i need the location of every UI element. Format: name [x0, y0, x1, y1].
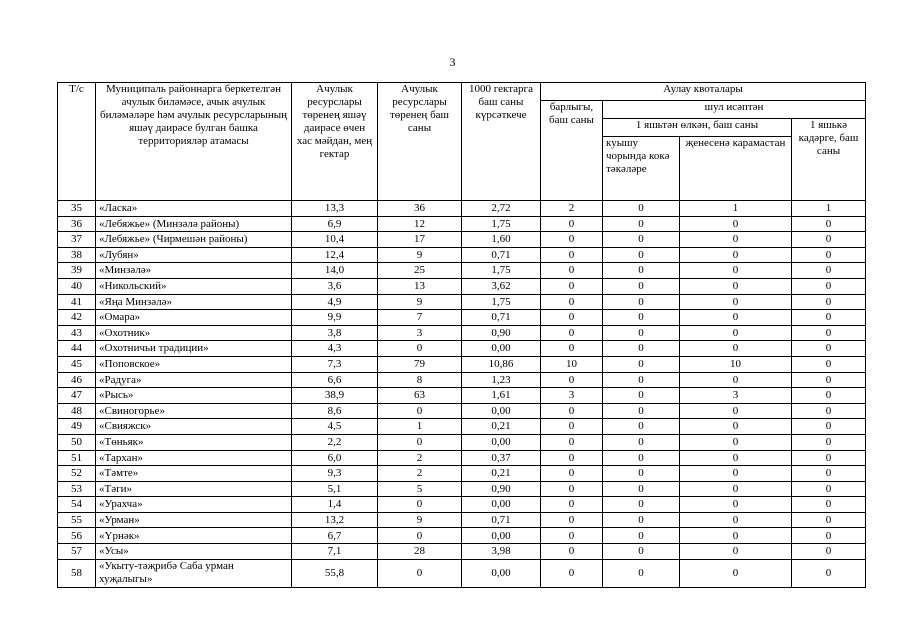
cell-habitat-area: 3,8 [292, 325, 378, 341]
cell-quota-total: 0 [541, 450, 603, 466]
cell-habitat-area: 7,1 [292, 544, 378, 560]
cell-quota-total: 0 [541, 232, 603, 248]
cell-population: 0 [378, 341, 462, 357]
cell-quota-young: 0 [792, 372, 866, 388]
header-quota-total: барлыгы, баш саны [541, 101, 603, 201]
cell-quota-adult-any-sex: 0 [680, 278, 792, 294]
cell-population: 0 [378, 434, 462, 450]
cell-density: 10,86 [462, 356, 541, 372]
cell-territory-name: «Минзәлә» [96, 263, 292, 279]
cell-territory-name: «Омара» [96, 310, 292, 326]
header-adult: 1 яшьтән өлкән, баш саны [603, 119, 792, 137]
cell-quota-adult-male: 0 [603, 434, 680, 450]
cell-habitat-area: 6,7 [292, 528, 378, 544]
cell-quota-total: 0 [541, 481, 603, 497]
cell-territory-name: «Тархан» [96, 450, 292, 466]
cell-quota-adult-male: 0 [603, 466, 680, 482]
table-row [58, 325, 866, 341]
cell-quota-young: 0 [792, 263, 866, 279]
table-row [58, 201, 866, 217]
cell-quota-adult-any-sex: 0 [680, 310, 792, 326]
cell-number: 37 [58, 232, 96, 248]
cell-quota-adult-male: 0 [603, 310, 680, 326]
cell-density: 0,37 [462, 450, 541, 466]
cell-quota-total: 0 [541, 403, 603, 419]
table-row [58, 247, 866, 263]
table-row [58, 294, 866, 310]
cell-quota-young: 0 [792, 481, 866, 497]
table-row [58, 559, 866, 587]
cell-habitat-area: 13,3 [292, 201, 378, 217]
cell-quota-adult-male: 0 [603, 294, 680, 310]
cell-quota-young: 0 [792, 528, 866, 544]
cell-habitat-area: 4,9 [292, 294, 378, 310]
cell-quota-adult-any-sex: 10 [680, 356, 792, 372]
cell-density: 0,00 [462, 497, 541, 513]
cell-quota-adult-male: 0 [603, 497, 680, 513]
cell-territory-name: «Усы» [96, 544, 292, 560]
cell-quota-adult-any-sex: 0 [680, 263, 792, 279]
cell-quota-total: 0 [541, 263, 603, 279]
cell-territory-name: «Төньяк» [96, 434, 292, 450]
cell-population: 2 [378, 450, 462, 466]
cell-territory-name: «Урман» [96, 512, 292, 528]
cell-population: 13 [378, 278, 462, 294]
cell-number: 50 [58, 434, 96, 450]
cell-quota-adult-any-sex: 0 [680, 341, 792, 357]
cell-habitat-area: 1,4 [292, 497, 378, 513]
table-row [58, 497, 866, 513]
cell-quota-adult-male: 0 [603, 247, 680, 263]
cell-quota-adult-male: 0 [603, 201, 680, 217]
cell-number: 58 [58, 559, 96, 587]
cell-habitat-area: 6,9 [292, 216, 378, 232]
cell-density: 1,60 [462, 232, 541, 248]
cell-quota-adult-any-sex: 0 [680, 528, 792, 544]
cell-quota-young: 1 [792, 201, 866, 217]
hunting-quota-table [57, 82, 866, 588]
cell-number: 39 [58, 263, 96, 279]
cell-quota-adult-male: 0 [603, 450, 680, 466]
table-row [58, 372, 866, 388]
page-number: 3 [449, 55, 456, 69]
cell-population: 25 [378, 263, 462, 279]
cell-density: 0,90 [462, 481, 541, 497]
cell-quota-young: 0 [792, 388, 866, 404]
cell-quota-total: 0 [541, 310, 603, 326]
cell-population: 5 [378, 481, 462, 497]
cell-number: 55 [58, 512, 96, 528]
cell-number: 35 [58, 201, 96, 217]
cell-quota-total: 10 [541, 356, 603, 372]
cell-quota-adult-any-sex: 1 [680, 201, 792, 217]
cell-population: 79 [378, 356, 462, 372]
cell-quota-young: 0 [792, 325, 866, 341]
cell-quota-young: 0 [792, 232, 866, 248]
cell-quota-young: 0 [792, 559, 866, 587]
table-row [58, 528, 866, 544]
cell-habitat-area: 9,9 [292, 310, 378, 326]
cell-territory-name: «Свиногорье» [96, 403, 292, 419]
cell-habitat-area: 2,2 [292, 434, 378, 450]
cell-territory-name: «Никольский» [96, 278, 292, 294]
cell-population: 9 [378, 294, 462, 310]
cell-quota-total: 0 [541, 544, 603, 560]
cell-population: 8 [378, 372, 462, 388]
cell-territory-name: «Укыту-тәҗрибә Саба урман хуҗалыгы» [96, 559, 292, 587]
cell-population: 63 [378, 388, 462, 404]
cell-quota-total: 0 [541, 278, 603, 294]
cell-quota-total: 0 [541, 528, 603, 544]
cell-number: 52 [58, 466, 96, 482]
cell-territory-name: «Лебяжье» (Чирмешән районы) [96, 232, 292, 248]
cell-quota-total: 0 [541, 497, 603, 513]
cell-population: 0 [378, 497, 462, 513]
cell-quota-adult-any-sex: 0 [680, 512, 792, 528]
table-row [58, 512, 866, 528]
cell-density: 0,21 [462, 466, 541, 482]
cell-quota-young: 0 [792, 434, 866, 450]
cell-quota-adult-male: 0 [603, 403, 680, 419]
cell-quota-adult-male: 0 [603, 263, 680, 279]
cell-population: 36 [378, 201, 462, 217]
cell-population: 3 [378, 325, 462, 341]
cell-density: 0,71 [462, 247, 541, 263]
cell-density: 0,00 [462, 559, 541, 587]
cell-habitat-area: 13,2 [292, 512, 378, 528]
cell-quota-adult-male: 0 [603, 372, 680, 388]
cell-quota-adult-any-sex: 0 [680, 497, 792, 513]
cell-number: 40 [58, 278, 96, 294]
cell-quota-young: 0 [792, 403, 866, 419]
cell-territory-name: «Урахча» [96, 497, 292, 513]
cell-population: 2 [378, 466, 462, 482]
cell-population: 0 [378, 528, 462, 544]
cell-density: 3,98 [462, 544, 541, 560]
cell-population: 9 [378, 247, 462, 263]
cell-habitat-area: 5,1 [292, 481, 378, 497]
header-number: Т/с [58, 83, 96, 201]
cell-habitat-area: 8,6 [292, 403, 378, 419]
cell-quota-adult-male: 0 [603, 512, 680, 528]
cell-number: 38 [58, 247, 96, 263]
cell-quota-adult-male: 0 [603, 341, 680, 357]
cell-density: 0,21 [462, 419, 541, 435]
cell-quota-adult-any-sex: 3 [680, 388, 792, 404]
cell-quota-adult-any-sex: 0 [680, 419, 792, 435]
header-quotas: Аулау квоталары [541, 83, 866, 101]
cell-habitat-area: 9,3 [292, 466, 378, 482]
cell-quota-total: 0 [541, 247, 603, 263]
cell-territory-name: «Поповское» [96, 356, 292, 372]
cell-quota-total: 2 [541, 201, 603, 217]
cell-density: 1,61 [462, 388, 541, 404]
cell-quota-adult-any-sex: 0 [680, 294, 792, 310]
cell-territory-name: «Тәги» [96, 481, 292, 497]
table-body [58, 201, 866, 588]
cell-population: 0 [378, 403, 462, 419]
header-young: 1 яшькә кадәрге, баш саны [792, 119, 866, 201]
cell-quota-adult-any-sex: 0 [680, 450, 792, 466]
table-row [58, 450, 866, 466]
table-row [58, 434, 866, 450]
cell-quota-total: 0 [541, 419, 603, 435]
cell-quota-adult-male: 0 [603, 419, 680, 435]
cell-territory-name: «Лубян» [96, 247, 292, 263]
cell-quota-adult-male: 0 [603, 325, 680, 341]
cell-quota-young: 0 [792, 278, 866, 294]
header-density: 1000 гектарга баш саны күрсәткече [462, 83, 541, 201]
cell-territory-name: «Охотник» [96, 325, 292, 341]
cell-quota-adult-any-sex: 0 [680, 481, 792, 497]
table-row [58, 388, 866, 404]
cell-quota-adult-any-sex: 0 [680, 247, 792, 263]
cell-quota-adult-any-sex: 0 [680, 216, 792, 232]
cell-quota-total: 0 [541, 466, 603, 482]
cell-quota-total: 0 [541, 341, 603, 357]
table-row [58, 356, 866, 372]
cell-quota-total: 0 [541, 372, 603, 388]
cell-number: 45 [58, 356, 96, 372]
cell-territory-name: «Свияжск» [96, 419, 292, 435]
cell-population: 9 [378, 512, 462, 528]
cell-number: 49 [58, 419, 96, 435]
cell-habitat-area: 14,0 [292, 263, 378, 279]
cell-quota-adult-any-sex: 0 [680, 434, 792, 450]
table-row [58, 263, 866, 279]
cell-number: 41 [58, 294, 96, 310]
cell-quota-adult-male: 0 [603, 544, 680, 560]
cell-habitat-area: 10,4 [292, 232, 378, 248]
cell-quota-adult-male: 0 [603, 559, 680, 587]
cell-quota-adult-any-sex: 0 [680, 559, 792, 587]
cell-quota-young: 0 [792, 216, 866, 232]
cell-quota-young: 0 [792, 512, 866, 528]
cell-number: 48 [58, 403, 96, 419]
header-habitat-area: Ачулык ресурслары төренең яшәү даирәсе өчен хас мәйдан, мең гектар [292, 83, 378, 201]
cell-quota-young: 0 [792, 247, 866, 263]
cell-number: 57 [58, 544, 96, 560]
table-row [58, 278, 866, 294]
cell-quota-adult-male: 0 [603, 528, 680, 544]
cell-quota-young: 0 [792, 466, 866, 482]
cell-density: 0,00 [462, 434, 541, 450]
cell-quota-young: 0 [792, 294, 866, 310]
cell-quota-total: 0 [541, 294, 603, 310]
cell-quota-adult-any-sex: 0 [680, 544, 792, 560]
header-population: Ачулык ресурслары төренең баш саны [378, 83, 462, 201]
cell-density: 0,00 [462, 403, 541, 419]
cell-quota-adult-male: 0 [603, 356, 680, 372]
cell-territory-name: «Радуга» [96, 372, 292, 388]
header-adult-male: куышу чорында кокә тәкәләре [603, 137, 680, 201]
cell-quota-total: 3 [541, 388, 603, 404]
cell-quota-adult-any-sex: 0 [680, 325, 792, 341]
table-row [58, 232, 866, 248]
header-including: шул исәптән [603, 101, 866, 119]
table-row [58, 216, 866, 232]
cell-quota-total: 0 [541, 559, 603, 587]
cell-number: 43 [58, 325, 96, 341]
cell-number: 36 [58, 216, 96, 232]
cell-number: 44 [58, 341, 96, 357]
table-row [58, 466, 866, 482]
cell-territory-name: «Рысь» [96, 388, 292, 404]
cell-territory-name: «Ласка» [96, 201, 292, 217]
cell-density: 0,90 [462, 325, 541, 341]
cell-density: 1,75 [462, 263, 541, 279]
cell-number: 46 [58, 372, 96, 388]
cell-quota-adult-any-sex: 0 [680, 232, 792, 248]
cell-quota-young: 0 [792, 544, 866, 560]
cell-quota-adult-male: 0 [603, 278, 680, 294]
cell-density: 1,75 [462, 294, 541, 310]
cell-number: 47 [58, 388, 96, 404]
cell-territory-name: «Яңа Минзәлә» [96, 294, 292, 310]
cell-density: 0,00 [462, 528, 541, 544]
cell-density: 0,71 [462, 310, 541, 326]
cell-habitat-area: 38,9 [292, 388, 378, 404]
cell-territory-name: «Охотничьи традиции» [96, 341, 292, 357]
cell-habitat-area: 6,6 [292, 372, 378, 388]
cell-habitat-area: 55,8 [292, 559, 378, 587]
cell-quota-adult-any-sex: 0 [680, 372, 792, 388]
cell-quota-young: 0 [792, 450, 866, 466]
table-row [58, 403, 866, 419]
cell-population: 17 [378, 232, 462, 248]
cell-number: 51 [58, 450, 96, 466]
cell-number: 56 [58, 528, 96, 544]
cell-territory-name: «Тәмте» [96, 466, 292, 482]
cell-quota-young: 0 [792, 341, 866, 357]
cell-quota-young: 0 [792, 310, 866, 326]
header-adult-any-sex: җенесенә карамастан [680, 137, 792, 201]
cell-habitat-area: 7,3 [292, 356, 378, 372]
cell-number: 54 [58, 497, 96, 513]
cell-habitat-area: 3,6 [292, 278, 378, 294]
cell-territory-name: «Үрнәк» [96, 528, 292, 544]
cell-quota-adult-male: 0 [603, 216, 680, 232]
cell-quota-adult-any-sex: 0 [680, 466, 792, 482]
cell-habitat-area: 12,4 [292, 247, 378, 263]
cell-quota-adult-male: 0 [603, 481, 680, 497]
cell-population: 28 [378, 544, 462, 560]
table-row [58, 341, 866, 357]
cell-quota-adult-male: 0 [603, 232, 680, 248]
cell-density: 2,72 [462, 201, 541, 217]
cell-territory-name: «Лебяжье» (Минзәлә районы) [96, 216, 292, 232]
table-row [58, 419, 866, 435]
cell-quota-adult-any-sex: 0 [680, 403, 792, 419]
cell-number: 42 [58, 310, 96, 326]
cell-density: 1,75 [462, 216, 541, 232]
cell-density: 0,00 [462, 341, 541, 357]
cell-quota-adult-male: 0 [603, 388, 680, 404]
cell-population: 0 [378, 559, 462, 587]
cell-quota-total: 0 [541, 512, 603, 528]
table-row [58, 544, 866, 560]
table-header [58, 83, 866, 201]
cell-population: 1 [378, 419, 462, 435]
cell-habitat-area: 4,3 [292, 341, 378, 357]
cell-habitat-area: 4,5 [292, 419, 378, 435]
header-territory-name: Муниципаль районнарга беркетелгән ачулык биләмәсе, ачык ачулык биләмәләре һәм ачулык ресурсларының яшәү даирәсе булган башка территорияләр атамасы [96, 83, 292, 201]
cell-quota-young: 0 [792, 356, 866, 372]
cell-density: 1,23 [462, 372, 541, 388]
cell-quota-total: 0 [541, 325, 603, 341]
cell-quota-total: 0 [541, 216, 603, 232]
cell-quota-total: 0 [541, 434, 603, 450]
cell-population: 7 [378, 310, 462, 326]
cell-habitat-area: 6,0 [292, 450, 378, 466]
table-row [58, 310, 866, 326]
table-row [58, 481, 866, 497]
cell-quota-young: 0 [792, 497, 866, 513]
cell-number: 53 [58, 481, 96, 497]
cell-population: 12 [378, 216, 462, 232]
cell-density: 3,62 [462, 278, 541, 294]
cell-quota-young: 0 [792, 419, 866, 435]
cell-density: 0,71 [462, 512, 541, 528]
